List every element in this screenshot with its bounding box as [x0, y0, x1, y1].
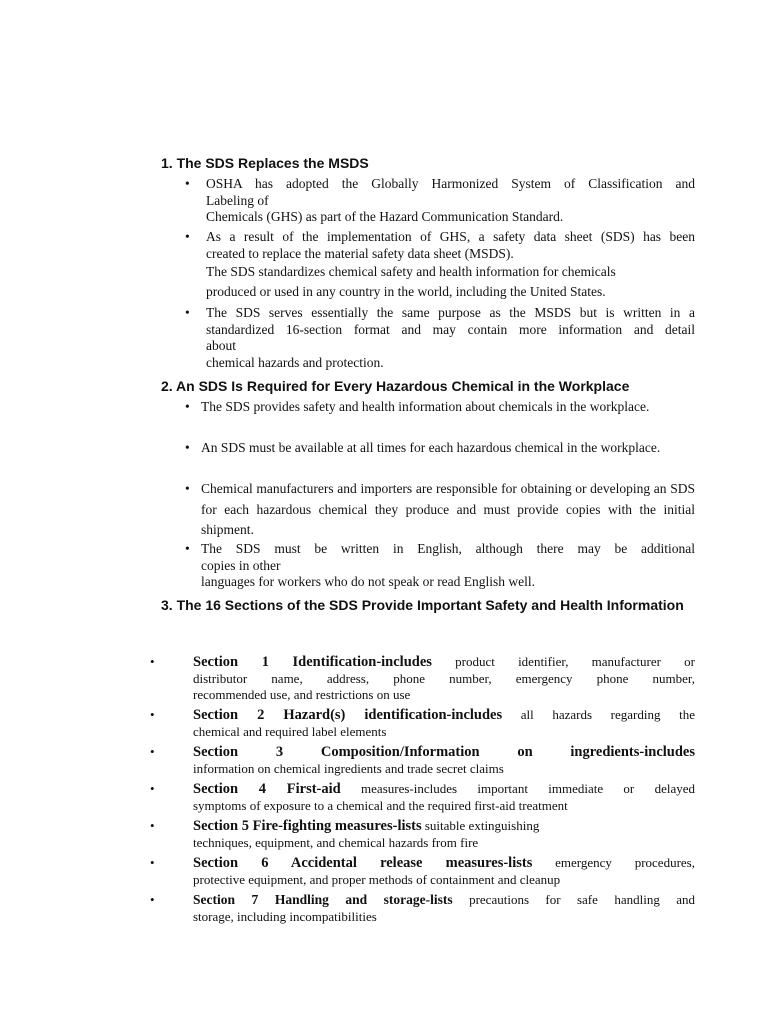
bullet: • — [185, 399, 190, 414]
bullet: • — [185, 440, 190, 455]
line: OSHA has adopted the Globally Harmonized System of Classification and — [206, 176, 695, 191]
bullet: • — [185, 176, 190, 191]
list-item-text: The SDS provides safety and health information about chemicals in the workplace. — [201, 399, 650, 414]
line: all hazards regarding the — [502, 707, 695, 722]
line: precautions for safe handling and — [452, 892, 695, 907]
line: The SDS standardizes chemical safety and health information for chemicals — [206, 264, 616, 280]
section-3-heading: 3. The 16 Sections of the SDS Provide Important Safety and Health Information — [161, 597, 684, 613]
bullet: • — [150, 818, 155, 833]
line: standardized 16-section format and may contain more information and detail — [206, 321, 695, 337]
bullet: • — [150, 707, 155, 722]
line: The SDS must be written in English, although there may be additional — [201, 541, 695, 556]
line: created to replace the material safety data sheet (MSDS). — [206, 245, 514, 261]
section-title: Section 3 Composition/Information on ingredients-includes — [193, 744, 695, 760]
line: information on chemical ingredients and trade secret claims — [193, 760, 504, 776]
line: produced or used in any country in the world, including the United States. — [206, 283, 606, 299]
line: techniques, equipment, and chemical hazards from fire — [193, 834, 479, 850]
section-2-heading: 2. An SDS Is Required for Every Hazardous Chemical in the Workplace — [161, 378, 630, 394]
bullet: • — [150, 781, 155, 796]
line: Labeling of — [206, 192, 269, 208]
line: recommended use, and restrictions on use — [193, 687, 411, 702]
line: protective equipment, and proper methods of containment and cleanup — [193, 871, 561, 887]
bullet: • — [150, 654, 155, 669]
bullet: • — [185, 229, 190, 244]
line: chemical and required label elements — [193, 723, 387, 739]
line: As a result of the implementation of GHS, a safety data sheet (SDS) has been — [206, 229, 695, 244]
line: about — [206, 338, 236, 354]
bullet: • — [185, 305, 190, 320]
line: measures-includes important immediate or delayed — [340, 781, 696, 796]
bullet: • — [185, 481, 190, 496]
line: suitable extinguishing — [421, 818, 540, 833]
section-1-heading: 1. The SDS Replaces the MSDS — [161, 155, 369, 171]
line: storage, including incompatibilities — [193, 908, 377, 924]
line: symptoms of exposure to a chemical and the required first-aid treatment — [193, 797, 568, 813]
line: languages for workers who do not speak or read English well. — [201, 574, 536, 590]
line: The SDS serves essentially the same purpose as the MSDS but is written in a — [206, 305, 695, 320]
section-title: Section 5 Fire-fighting measures-lists — [193, 818, 422, 834]
list-item-text: An SDS must be available at all times for each hazardous chemical in the workplace. — [201, 440, 661, 455]
line: copies in other — [201, 557, 281, 573]
list-item-text: Chemical manufacturers and importers are responsible for obtaining or developing an SDS for each hazardous chemical they produce and must provide copies with the initial shipment. — [201, 481, 695, 537]
bullet: • — [185, 541, 190, 556]
section-title: Section 7 Handling and storage-lists — [193, 892, 453, 907]
bullet: • — [150, 744, 155, 759]
section-title: Section 2 Hazard(s) identification-includes — [193, 707, 503, 723]
line: product identifier, manufacturer or — [431, 654, 695, 669]
bullet: • — [150, 855, 155, 870]
line: chemical hazards and protection. — [206, 354, 384, 370]
section-title: Section 4 First-aid — [193, 781, 341, 797]
bullet: • — [150, 892, 155, 907]
section-title: Section 6 Accidental release measures-lists — [193, 855, 533, 871]
line: Chemicals (GHS) as part of the Hazard Communication Standard. — [206, 209, 564, 225]
section-title: Section 1 Identification-includes — [193, 654, 432, 670]
line: emergency procedures, — [532, 855, 695, 870]
line: distributor name, address, phone number, emergency phone number, — [193, 670, 695, 686]
